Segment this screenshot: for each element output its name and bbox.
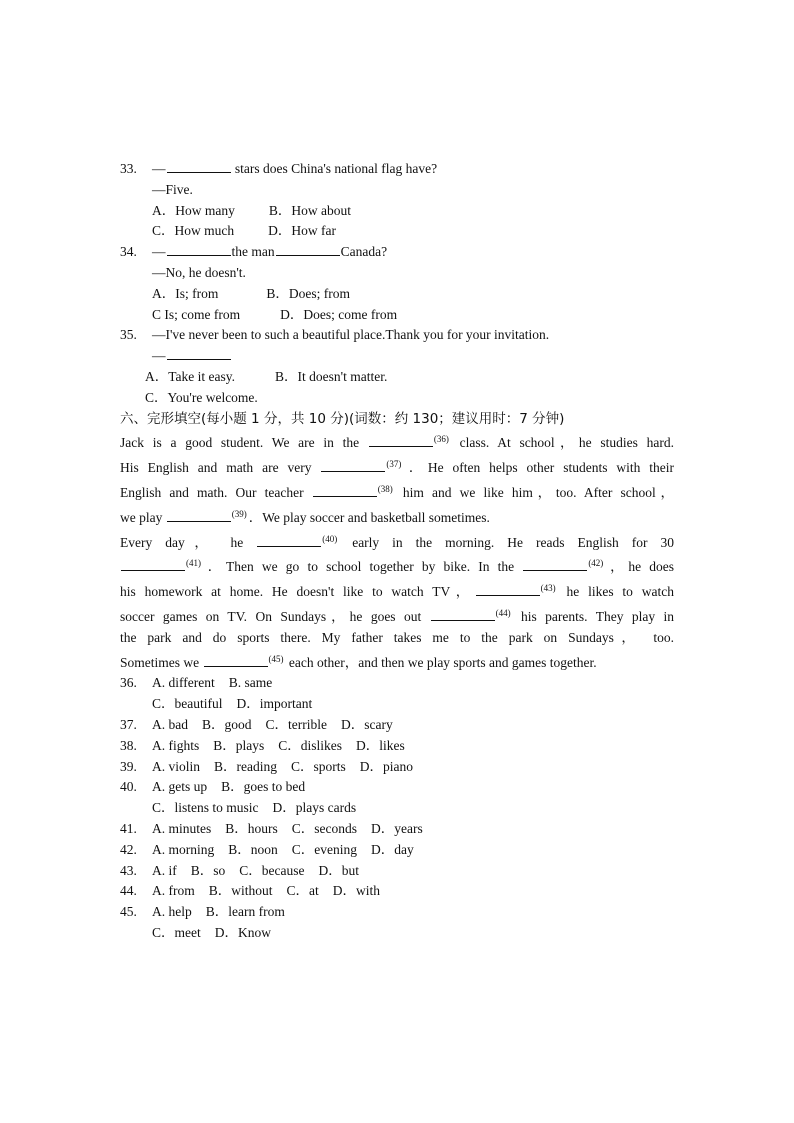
passage-text: Sometimes we [120,654,203,670]
cloze-option-36-row2 [120,694,674,715]
option: C．beautiful [152,696,223,712]
option: C．sports [291,758,346,774]
option: B．without [208,883,273,899]
option-row [120,221,674,242]
answer-blank [167,346,231,360]
answer-blank [167,508,231,522]
option: A. minutes [152,820,212,836]
option: A. if [152,862,177,878]
passage-text: His English and math are very [120,460,321,476]
blank-number: (44) [495,607,511,618]
question-number: 38. [120,737,137,753]
question-stem: —I've never been to such a beautiful place.Thank you for your invitation. [152,327,550,343]
option: C．dislikes [278,737,343,753]
question-number: 43. [120,862,137,878]
cloze-option-40-row2 [120,798,674,819]
answer-blank [321,458,385,472]
option: C．meet [152,924,201,940]
document-content [120,159,674,944]
cloze-option-45 [120,902,674,923]
option-row [120,388,674,409]
option: B．goes to bed [221,779,306,795]
option: B．How about [268,202,351,218]
option: C．How much [152,223,235,239]
option: D．How far [268,223,336,239]
option: C．evening [291,841,358,857]
question-number: 42. [120,841,137,857]
cloze-option-45-row2 [120,923,674,944]
option: B．plays [213,737,265,753]
answer-blank [369,433,433,447]
option: B．It doesn't matter. [275,368,388,384]
cloze-option-44 [120,881,674,902]
option: A. from [152,883,195,899]
blank-number: (43) [540,583,556,594]
option: A. help [152,904,192,920]
blank-number: (42) [588,558,604,569]
option: C．because [239,862,305,878]
cloze-option-38 [120,736,674,757]
option: C．listens to music [152,800,259,816]
question-stem: the man [231,244,275,260]
question-number: 41. [120,820,137,836]
question-number: 45. [120,904,137,920]
cloze-option-39 [120,757,674,778]
question-stem: stars does China's national flag have? [231,161,438,176]
answer-blank [121,557,185,571]
question-number: 35. [120,327,137,343]
cloze-option-37 [120,715,674,736]
option: B．so [190,862,226,878]
question-number: 33. [120,161,137,176]
blank-number: (39) [231,508,247,519]
passage-text: ．He often helps other students with their [403,460,674,476]
question-34 [120,242,674,263]
option: C．seconds [291,820,358,836]
option-row [120,305,674,326]
question-reply [120,346,674,367]
option: A. fights [152,737,200,753]
option: D．with [332,883,381,899]
option: B．Does; from [266,285,350,301]
option: A. gets up [152,779,208,795]
passage-line [120,529,674,554]
answer-blank [523,557,587,571]
section-title: 六、完形填空(每小题 1 分，共 10 分)(词数：约 130；建议用时：7 分钟) [120,410,565,427]
option: C．at [286,883,319,899]
question-number: 34. [120,244,137,260]
blank-number: (36) [433,434,449,445]
passage-text: ．Then we go to school together by bike. In the [203,559,523,575]
question-number: 37. [120,716,137,732]
option: B．reading [214,758,278,774]
passage-text: him and we like him，too. After school， [394,484,675,500]
option: B．learn from [205,904,285,920]
option: D．scary [341,716,393,732]
option: B．hours [225,820,278,836]
reply-dash: — [152,348,166,364]
cloze-option-36 [120,673,674,694]
option: B. same [228,675,273,691]
passage-line [120,649,674,674]
passage-text: Jack is a good student. We are in the [120,435,368,451]
passage-text: early in the morning. He reads English for 30 [339,534,674,550]
option: A．How many [152,202,235,218]
option: D．Know [214,924,271,940]
question-35 [120,325,674,346]
option: D．but [318,862,359,878]
passage-text: each other，and then we play sports and games together. [285,654,597,670]
question-stem: Canada? [340,244,388,260]
passage-text: English and math. Our teacher [120,484,312,500]
question-number: 44. [120,883,137,899]
passage-text: we play [120,509,166,525]
option: D．day [371,841,414,857]
question-number: 39. [120,758,137,774]
option: C Is; come from [152,306,241,322]
option: A. bad [152,716,188,732]
answer-blank [476,582,540,596]
option: D．likes [356,737,405,753]
answer-blank [167,242,231,256]
option: D．piano [359,758,414,774]
blank-number: (41) [186,558,201,569]
passage-text: his homework at home. He doesn't like to watch TV， [120,584,475,600]
cloze-option-40 [120,777,674,798]
passage-text: soccer games on TV. On Sundays，he goes out [120,608,430,624]
option: C．You're welcome. [145,389,258,405]
cloze-option-43 [120,861,674,882]
blank-number: (38) [377,483,393,494]
option: D．Does; come from [280,306,398,322]
blank-number: (45) [268,653,284,664]
passage-line [120,429,674,454]
option: D．important [236,696,313,712]
option-row [120,367,674,388]
passage-text: his parents. They play in [512,608,674,624]
option: A．Is; from [152,285,219,301]
passage-text: Every day， he [120,534,257,550]
passage-text: ．We play soccer and basketball sometimes. [248,509,490,525]
passage-line [120,578,674,603]
question-stem: — [152,161,166,176]
question-number: 40. [120,779,137,795]
option: B．good [202,716,252,732]
option: A. morning [152,841,215,857]
blank-number: (37) [386,459,402,470]
question-reply: —No, he doesn't. [152,264,246,280]
passage-text: he likes to watch [557,584,674,600]
cloze-option-41 [120,819,674,840]
passage-line [120,504,674,529]
passage-line [120,553,674,578]
question-stem: — [152,244,166,260]
option: D．plays cards [272,800,357,816]
answer-blank [257,533,321,547]
question-33 [120,159,674,180]
passage-line: the park and do sports there. My father takes me to the park on Sundays， too. [120,629,674,645]
option-row [120,284,674,305]
answer-blank [313,483,377,497]
option: D．years [371,820,423,836]
answer-blank [276,242,340,256]
answer-blank [431,607,495,621]
question-reply: —Five. [152,181,193,197]
option: A. violin [152,758,201,774]
option: A. different [152,675,215,691]
option: C．terrible [265,716,327,732]
passage-line [120,603,674,628]
option: B．noon [228,841,278,857]
passage-text: ，he does [605,559,674,575]
option-row [120,201,674,222]
blank-number: (40) [322,533,338,544]
cloze-option-42 [120,840,674,861]
answer-blank [204,653,268,667]
option: A．Take it easy. [145,368,236,384]
question-number: 36. [120,675,137,691]
passage-line [120,479,674,504]
passage-text: class. At school，he studies hard. [450,435,674,451]
passage-line [120,454,674,479]
answer-blank [167,159,231,173]
